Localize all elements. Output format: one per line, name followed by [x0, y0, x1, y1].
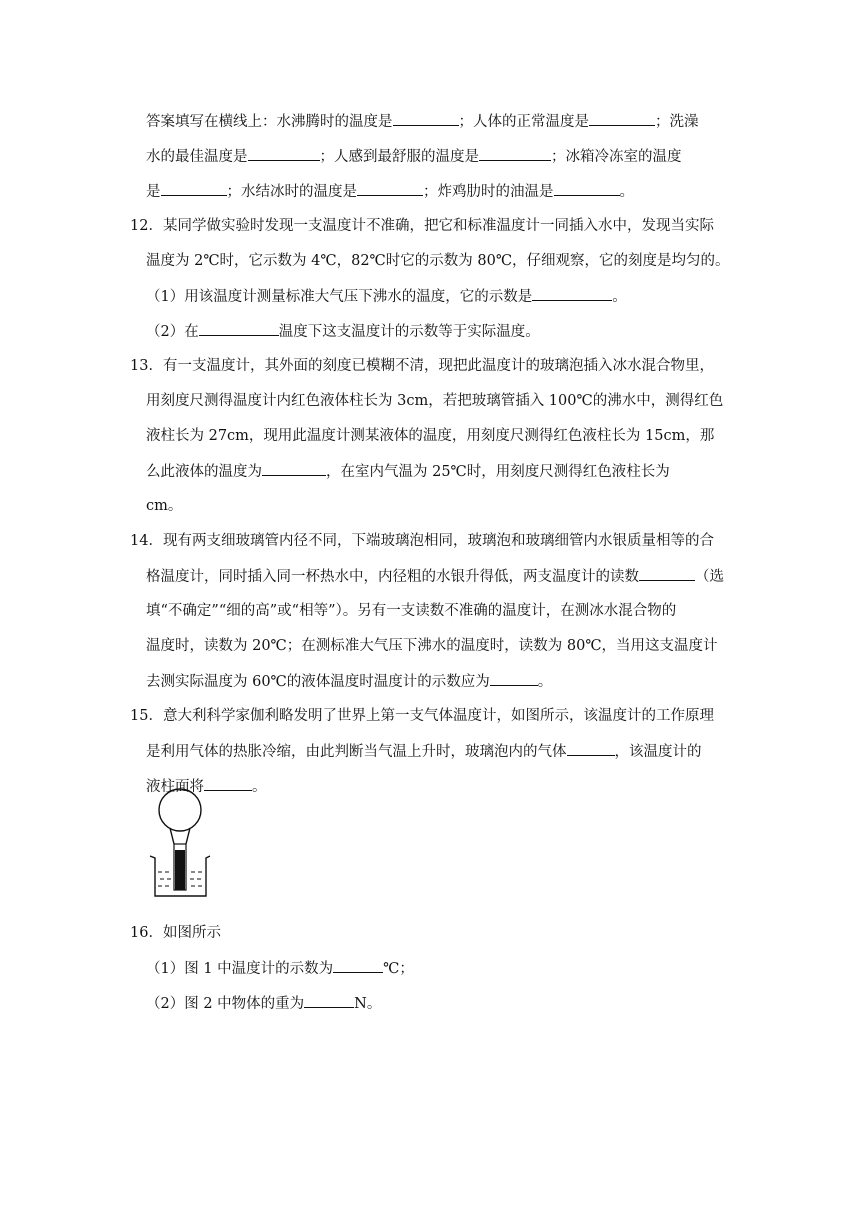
- q14-line-4: [146, 636, 718, 656]
- text: 格温度计，同时插入同一杯热水中，内径粗的水银升得低，两支温度计的读数: [146, 569, 639, 585]
- text: ℃；: [383, 961, 414, 977]
- q16-sub-2: [146, 993, 381, 1014]
- answer-blank[interactable]: [262, 461, 326, 476]
- text: ；冰箱冷冻室的温度: [551, 149, 682, 165]
- answer-blank[interactable]: [161, 181, 227, 196]
- q13-line-3: [146, 426, 714, 446]
- text: 意大利科学家伽利略发明了世界上第一支气体温度计，如图所示，该温度计的工作原理: [162, 708, 714, 724]
- answer-blank[interactable]: [554, 181, 620, 196]
- text: ；水结冰时的温度是: [226, 184, 357, 200]
- answer-blank[interactable]: [357, 181, 423, 196]
- text: ；人体的正常温度是: [458, 114, 589, 130]
- liquid-column: [175, 850, 185, 890]
- answer-blank[interactable]: [589, 111, 655, 126]
- text: 温度下这支温度计的示数等于实际温度。: [278, 324, 540, 340]
- q12-sub-1: [146, 286, 627, 307]
- q14-line-5: [146, 671, 552, 692]
- q14-line-1: [130, 531, 714, 551]
- question-number: 13．: [130, 358, 163, 374]
- text: ，在室内气温为 25℃时，用刻度尺测得红色液柱长为: [326, 464, 670, 480]
- q14-line-2: [146, 566, 724, 587]
- gas-thermometer-figure: [146, 786, 222, 904]
- q14-line-3: [146, 601, 676, 621]
- q12-line-2: [146, 251, 730, 271]
- text: 温度时，读数为 20℃；在测标准大气压下沸水的温度时，读数为 80℃，当用这支温度计: [146, 638, 718, 654]
- text: 液柱面将: [146, 779, 204, 795]
- text: N。: [354, 996, 382, 1012]
- text: 。: [612, 289, 627, 305]
- text: 填“不确定”“细的高”或“相等”）。另有一支读数不准确的温度计，在测冰水混合物的: [146, 603, 677, 619]
- q13-line-4: [146, 461, 670, 482]
- answer-blank[interactable]: [199, 321, 279, 336]
- text: 某同学做实验时发现一支温度计不准确，把它和标准温度计一同插入水中，发现当实际: [162, 218, 714, 234]
- gas-thermometer-drawing: [146, 786, 222, 900]
- text: 。: [252, 779, 267, 795]
- text: 。: [619, 184, 634, 200]
- question-number: 14．: [130, 533, 163, 549]
- text: ，该温度计的: [614, 744, 702, 760]
- text: 是利用气体的热胀冷缩，由此判断当气温上升时，玻璃泡内的气体: [146, 744, 567, 760]
- text: ；炸鸡肋时的油温是: [423, 184, 554, 200]
- glass-bulb: [159, 789, 201, 831]
- text: 去测实际温度为 60℃的液体温度时温度计的示数应为: [146, 674, 490, 690]
- text: 有一支温度计，其外面的刻度已模糊不清，现把此温度计的玻璃泡插入冰水混合物里，: [162, 358, 714, 374]
- intro-line-1: [146, 111, 699, 132]
- text: 用刻度尺测得温度计内红色液体柱长为 3cm，若把玻璃管插入 100℃的沸水中，测得红色: [146, 393, 724, 409]
- answer-blank[interactable]: [567, 741, 615, 756]
- q15-line-2: [146, 741, 702, 762]
- q12-sub-2: [146, 321, 540, 342]
- answer-blank[interactable]: [490, 671, 538, 686]
- text: 现有两支细玻璃管内径不同，下端玻璃泡相同，玻璃泡和玻璃细管内水银质量相等的合: [162, 533, 714, 549]
- intro-line-2: [146, 146, 682, 167]
- question-number: 15．: [130, 708, 163, 724]
- text: 水的最佳温度是: [146, 149, 248, 165]
- text: 答案填写在横线上：水沸腾时的温度是: [146, 114, 393, 130]
- text: （1）用该温度计测量标准大气压下沸水的温度，它的示数是: [146, 289, 533, 305]
- question-number: 12．: [130, 218, 163, 234]
- q15-line-1: [130, 706, 714, 726]
- answer-blank[interactable]: [393, 111, 459, 126]
- text: ；人感到最舒服的温度是: [319, 149, 479, 165]
- q16-line-1: [130, 923, 221, 943]
- text: ；洗澡: [655, 114, 699, 130]
- answer-blank[interactable]: [333, 958, 383, 973]
- text: cm。: [146, 498, 183, 514]
- answer-blank[interactable]: [639, 566, 695, 581]
- answer-blank[interactable]: [304, 993, 354, 1008]
- intro-line-3: [146, 181, 634, 202]
- answer-blank[interactable]: [248, 146, 320, 161]
- text: （2）在: [146, 324, 199, 340]
- text: 是: [146, 184, 161, 200]
- text: 如图所示: [162, 925, 221, 941]
- text: 。: [537, 674, 553, 690]
- text: 么此液体的温度为: [146, 464, 262, 480]
- answer-blank[interactable]: [479, 146, 551, 161]
- text: 温度为 2℃时，它示数为 4℃，82℃时它的示数为 80℃，仔细观察，它的刻度是均匀的。: [146, 253, 730, 269]
- text: （1）图 1 中温度计的示数为: [146, 961, 334, 977]
- q12-line-1: [130, 216, 714, 236]
- q13-line-2: [146, 391, 723, 411]
- question-number: 16．: [130, 925, 163, 941]
- q13-line-1: [130, 356, 714, 376]
- q13-line-5: [146, 496, 182, 516]
- q16-sub-1: [146, 958, 414, 979]
- text: 液柱长为 27cm，现用此温度计测某液体的温度，用刻度尺测得红色液柱长为 15cm，那: [146, 428, 715, 444]
- text: （2）图 2 中物体的重为: [146, 996, 305, 1012]
- text: （选: [695, 569, 724, 585]
- answer-blank[interactable]: [532, 286, 612, 301]
